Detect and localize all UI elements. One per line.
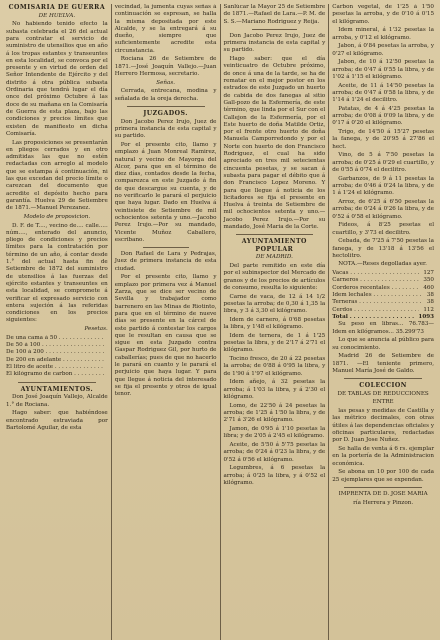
paragraph: Cebada, de 7'25 á 7'50 pesetas la fanega, y de 13'18 á 13'56 el hectolitro. [332,238,434,259]
centered-line: ría Herrera y Pinzon. [353,499,414,506]
paragraph: Patatas, de 4 á 4'25 pesetas la arroba; de 0'08 á 0'09 la libra, y de 0'17 á 0'20 el kilógramo. [332,105,434,127]
row-label: Carneros . . . [332,277,419,284]
row-label: De una cama á 50 . . . [6,335,104,342]
section-divider [236,234,314,235]
row-label: Vacas . . . [332,270,419,277]
section-heading: COLECCION [359,382,407,390]
paragraph: Rociana 26 de Setiembre de 1871.—José Joaquín Vallejo.—Juan Herrero Hermosa, secretario. [114,56,217,78]
row-label: Total . . . [332,314,414,321]
subheading: DE HUELVA. [38,12,76,19]
section-divider [18,382,96,383]
paragraph: Hago saber: que el día veinticuatro de Octubre próximo, de once á una de la tarde, se ha de rematar en el mejor postor en los estrados de este Juzgado un huerto de cabida de dos fanegas al sitio Gall-pozo de la Esfermería, de este término, que linda por el Sur con el Callejon de la Esfermería, por el Este huerto de doña Matilde Ortiz, por el frente otro huerto de doña Manuela Camporredondo y por el Norte con huerto de don Francisco Rodriguez, el cual ha sido apreciado en tres mil setecientas cincuenta pesetas, y se sacan á subasta para pagar el débito que á don Francisco Lopez Moreno. Y para que llegue á noticia de los licitadores se fija el presente en Huelva á treinta de Setiembre de mil ochocientos setenta y uno.—Jacobo Perez Irujo.—Por su mandado, José Maria de la Corte. [223,56,326,230]
paragraph: Jabon, á 0'84 pesetas la arroba, y 0'27 el kilógramo. [332,43,434,57]
price-list-row [6,349,108,356]
row-label: De 50 á 100 . . . [6,342,104,349]
paragraph: vecindad, la jumenta cuyas señas á continuación se espresan, se halla la misma depositada por este Alcalde, y se la entregará á su dueño, siempre que suficientemente acredite esta circunstancia. [114,4,217,54]
subheading: Señas. [156,79,175,86]
price-list-row [6,371,108,378]
row-value: 38 [426,292,434,299]
paragraph: Arroz, de 6'25 á 6'50 pesetas la arroba; de 0'24 á 0'26 la libra, y de 0'52 á 0'58 el kilógramo. [332,198,434,220]
subheading: Modelo de proposicion. [23,213,91,220]
paragraph: Idem de carnero, á 0'68 pesetas la libra, y 1'48 el kilógramo. [223,316,326,331]
paragraph: Por el presente cito, llamo y emplazo por primera vez á Manuel Zarza, que se dice ser vecino de Sevilla y trabajador como barrenero en las Minas de Riotinto, para que en el término de nueve días se presente en la cárcel de este partido á contestar los cargos que le resultan en causa que se sigue en esta Juzgado contra Gaspar Rodriguez Gil, por hurto de caballerías; pues de que no hacerlo le parará en cuanto y le parará el perjuicio que haya lugar. Y para que llegue á noticia del interesado se fija el presente y otros de igual tenor. [114,274,217,398]
paragraph: Se abona un 10 por 100 de cada 25 ejemplares que se expendan. [332,469,434,483]
paragraph: Fideos, á 8'25 pesetas el cuartillo, y 3'73 el decilitro. [332,222,434,236]
centered-line: IMPRENTA DE D. JOSE MARIA [338,490,428,497]
paragraph: D. F. de T...., vecino de.... calle..... núm...., enterado del anuncio, pliego de condiciones y precios límites para la contratación por término de un año, á contar desde 1.° del actual hasta fin de Setiembre de 1872 del suministro de utensilios á las fuerzas del ejército estantes y transeuntes en esta localidad, se compromete á verificar el expresado servicio con entera sujeción á las referidas condiciones en los precios siguientes: [6,222,108,324]
section-divider [252,29,298,30]
paragraph: Por el presente cito, llamo y emplazo á Juan Monreal Ramirez, natural y vecino de Mayorga del Alcor, para que en el término de diez días, contados desde la fecha, comparezca en este Juzgado á fin de que descargue su cuenta, y de no verificarlo le parará el perjuicio que haya lugar. Dado en Huelva á veintisiete de Setiembre de mil ochocientos setenta y uno.—Jacobo Perez Irujo.—Por su mandado, Vicente Muñoz Caballero, escribano. [114,142,217,243]
paragraph: Madrid 26 de Setiembre de 1871. —El teniente primero, Manuel María José de Galdo. [332,353,434,374]
price-list-row [332,270,434,277]
paragraph: No habiendo tenido efecto la subasta celebrada el 26 del actual para contratar el servicio de suministro de utensilios que en año á los tropas estantes y transeuntes en esta localidad, se convoca por el presente y en virtud de orden del Señor Intendente de Ejército y del distrito á otra pública subasta Ordinaria que tendrá lugar el día once del próximo Octubre á las doce de su mañana en la Comisaría de Guerra de esta plaza, bajo las condiciones y precios límites que existen de manifiesto en dicha Comisaría. [6,21,108,137]
paragraph: Legumbres, á 6 pesetas la arroba; á 0'25 la libra, y á 0'52 el kilógramo. [223,465,326,486]
row-value: 38 [426,299,434,306]
price-list-row [6,357,108,364]
row-value [104,335,108,342]
row-value [104,371,108,378]
row-label: De 100 á 200 . . . [6,349,104,356]
price-list-row [332,314,434,321]
row-label: Terneras . . . [332,299,423,306]
price-list-row [6,335,108,342]
paragraph: Lomo, de 22'50 á 24 pesetas la arroba; de 1'25 á 1'50 la libra, y de 2'71 á 3'26 el kilógramo. [223,402,326,424]
paragraph: Cerrada, entrecana, modina y señalada de la oreja derecha. [114,88,217,102]
paragraph: las pesas y medidas de Castilla y las métrico decimales, con otras útiles á las dependencias oficiales y oficinas particulares, redactadas por D. Juan Jose Nuñez. [332,408,434,444]
row-value [104,357,108,364]
row-label: Corderos recentales . . . [332,285,419,292]
text-column-2 [112,4,221,640]
price-list-row [332,292,434,299]
section-heading: COMISARÍA DE GUERRA [8,4,106,11]
paragraph: Del parte remitido en este día por el subinspector del Mercado de granos y de los precios de artículos de consumo, resulta lo siguiente: [223,262,326,291]
text-column-4 [329,4,437,640]
section-heading: JUZGADOS. [143,110,188,118]
paragraph: Jamon, de 0'95 á 1'10 pesetas la libra; y de 2'05 á 2'45 el kilógramo. [223,425,326,440]
paragraph: Las proposiciones se presentarán en pliegos cerrados y en otro admitidas las que no estén redactadas con arreglo al modelo que se estampa á continuación, ni las que excedan del precio límite o carezcan del documento que acredite el depósito hecho para garantía. Huelva 29 de Setiembre de 1871.—Manuel Perezanez. [6,139,108,212]
row-value [104,342,108,349]
paragraph: NOTA.—Reses degolladas ayer. [338,261,427,268]
paragraph: Idem mineral, á 1'32 pesetas la arroba, y 0'12 el kilógramo. [332,27,434,41]
section-heading: AYUNTAMIENTO POPULAR [241,238,307,253]
row-label: Cerdos . . . [332,307,419,314]
paragraph: Se halla de venta á 6 rs. ejemplar en la portería de la Administracion económica. [332,446,434,467]
paragraph: Jabon, de 10 á 12'50 pesetas la arroba; de 0'47 á 0'55 la libra, y de 1'02 á 1'15 el kilógramo. [332,59,434,80]
subheading: DE MADRID. [255,254,293,261]
paragraph: Trigo, de 14'50 á 15'27 pesetas la fanega, y de 20'95 á 27'86 el hect. [332,129,434,150]
paragraph: Garbanzos, de 9 á 11 pesetas la arroba; de 0'46 á 0'24 la libra, y de 1 á 1'24 el kilógramo. [332,175,434,197]
price-list-row [6,364,108,371]
row-value: 1093 [418,313,434,320]
column-header: Pesetas. [84,326,108,333]
row-value [104,364,108,371]
section-divider [344,378,422,379]
row-label: De 200 en adelante . . . [6,357,104,364]
paragraph: Su peso en libras... 76.783— Idem en kilógramos... 35.299'73 [332,321,434,335]
text-column-3 [221,4,330,640]
price-list-row [332,307,434,314]
row-label: Idem lechales . . . [332,292,423,299]
section-divider [127,106,205,107]
price-list-row [6,342,108,349]
paragraph: Don Jacobo Perez Irujo, Juez de primera instancia de esta capital y su partido. [223,32,326,54]
centered-line: ENTRE [372,399,394,406]
price-list-row [332,299,434,306]
row-value: 112 [423,306,434,313]
row-label: El litro de aceite . . . [6,364,104,371]
paragraph: Aceite, de 5'50 á 5'75 pesetas la arroba; de 0'24 á 0'23 la libra, y de 0'52 á 0'56 el kilógramo. [223,441,326,463]
section-divider [143,247,189,248]
paragraph: Lo que se anuncia al público para su conocimiento. [332,337,434,351]
paragraph: Don José Joaquín Vallejo, Alcalde 1.° de Rociana. [6,394,108,408]
paragraph: Idem añejo, á 32 pesetas la arroba; á 1'03 la libra, y á 2'30 el kilógramo. [223,379,326,400]
paragraph: Aceite, de 11 á 14'50 pesetas la arroba; de 0'47 á 0'58 la libra, y de 1'14 á 1'24 el decilitro. [332,82,434,104]
subheading: DE TABLAS DE REDUCCIONES [337,390,429,397]
paragraph: Tocino fresco, de 20 á 22 pesetas la arroba; de 0'88 á 0'95 la libra, y de 1'90 á 1'97 el kilógramo. [223,356,326,377]
price-list-row [332,285,434,292]
paragraph: Carbon vegetal, de 1'25 á 1'50 pesetas la arroba, y de 0'10 á 0'15 el kilógramo. [332,4,434,25]
row-value: 460 [423,284,434,291]
paragraph: Carne de vaca, de 12 á 14 1/2 pesetas la arroba; de 0,30 á 1,35 la libra, y 3 á 3,30 el kilógramo. [223,293,326,315]
row-value: 350 [423,277,434,284]
paragraph: Don Rafael de Lara y Pedrajas, Juez de primera instancia de esta ciudad. [114,251,217,272]
row-value: 127 [423,270,434,277]
text-column-1 [3,4,112,640]
paragraph: Vino, de 5 á 7'50 pesetas la arroba; de 0'25 á 0'29 el cuartillo, y de 0'55 á 0'74 el decilitro. [332,152,434,173]
paragraph: Sanlúcar la Mayor 25 de Setiembre de 1871.—Rafael de Lara.—P. M. de S. S.—Mariano Rodriguez y Reija. [223,4,326,25]
paragraph: Hago saber: que habiéndose encontrado estraviada por Bartolomé Aguilar, de esta [6,410,108,431]
section-heading: AYUNTAMIENTOS. [20,385,94,393]
row-label: El kilógramo de carbon . . . [6,371,104,378]
columns-container [3,4,437,640]
price-list-row [332,277,434,284]
row-value [104,349,108,356]
paragraph: Don Jacobo Perez Irujo, Juez de primera instancia de esta capital y su partido. [114,118,217,140]
section-divider [344,487,422,488]
paragraph: Idem de ternera, de 1 á 1'25 pesetas la libra, y de 2'17 á 2'71 el kilógramo. [223,332,326,354]
